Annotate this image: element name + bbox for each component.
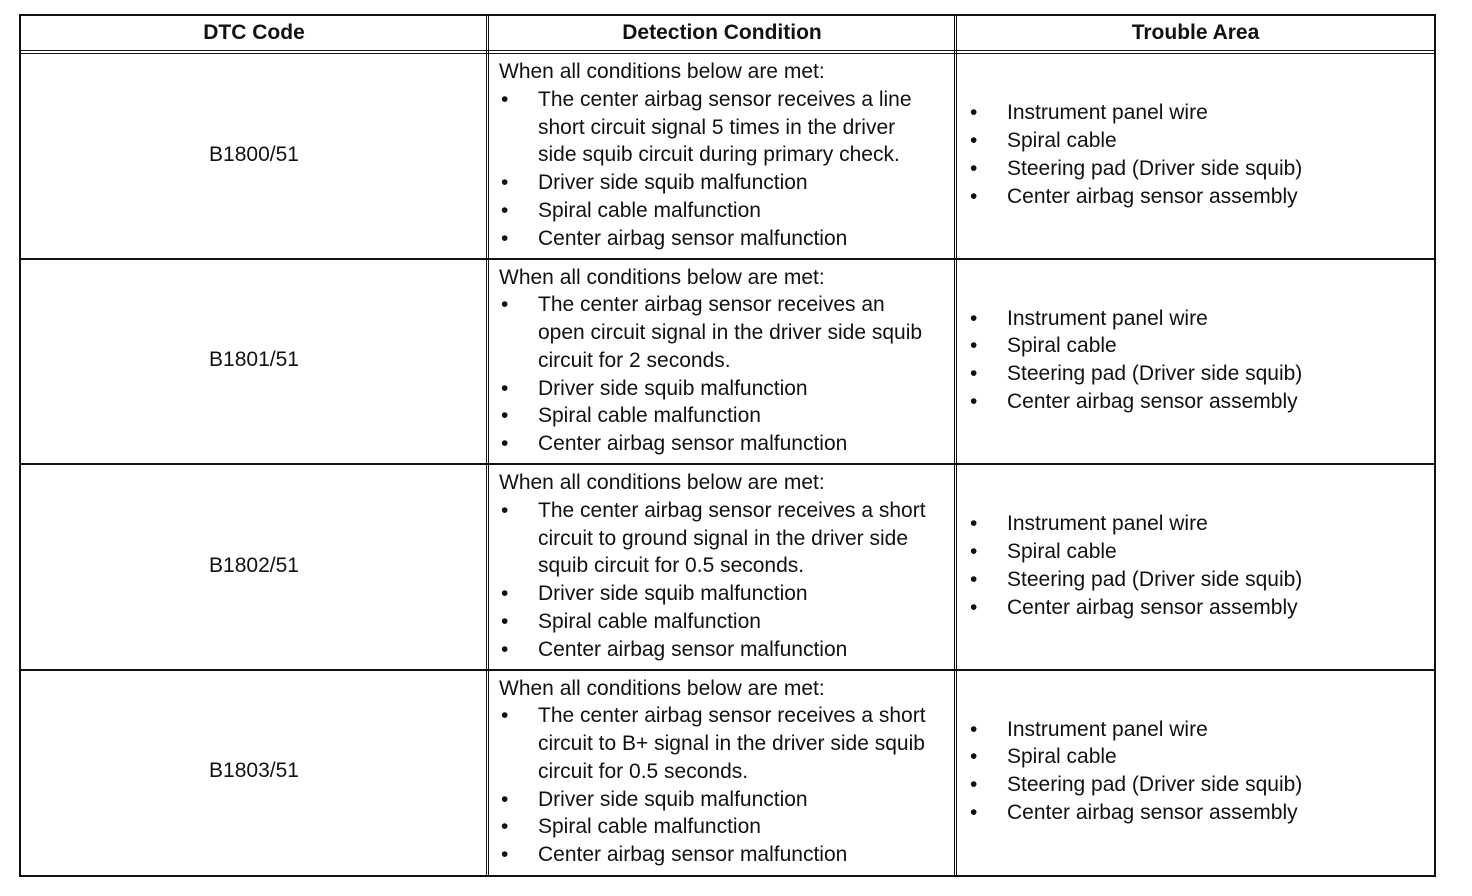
trouble-area-text: Center airbag sensor assembly — [1007, 390, 1298, 414]
table-row — [21, 54, 1434, 260]
condition-text: circuit for 0.5 seconds. — [538, 759, 749, 783]
bullet: • — [501, 293, 509, 317]
bullet: • — [970, 362, 978, 386]
condition-text: side squib circuit during primary check. — [538, 143, 900, 167]
condition-intro: When all conditions below are met: — [499, 60, 825, 83]
trouble-area-text: Center airbag sensor assembly — [1007, 801, 1298, 825]
dtc-table — [19, 14, 1436, 877]
trouble-area-text: Steering pad (Driver side squib) — [1007, 156, 1303, 180]
condition-text: The center airbag sensor receives a short — [538, 704, 926, 728]
trouble-area-item — [966, 332, 1426, 360]
condition-text: The center airbag sensor receives a line — [538, 87, 912, 111]
dtc-code: B1801/51 — [209, 348, 299, 372]
bullet: • — [501, 843, 509, 867]
trouble-area-item — [966, 99, 1426, 127]
trouble-area-text: Steering pad (Driver side squib) — [1007, 773, 1303, 797]
trouble-area-item — [966, 305, 1426, 333]
bullet: • — [970, 595, 978, 619]
table-row — [21, 671, 1434, 877]
trouble-area-item — [966, 183, 1426, 211]
bullet: • — [501, 404, 509, 428]
condition-text: Center airbag sensor malfunction — [538, 432, 848, 456]
condition-text: Driver side squib malfunction — [538, 376, 808, 400]
condition-item — [497, 786, 957, 814]
condition-item — [497, 841, 957, 869]
bullet: • — [501, 198, 509, 222]
trouble-area-item — [966, 743, 1426, 771]
trouble-area-text: Center airbag sensor assembly — [1007, 184, 1298, 208]
bullet: • — [970, 101, 978, 125]
bullet: • — [501, 815, 509, 839]
detection-condition-cell — [497, 469, 957, 664]
table-header-row — [21, 16, 1434, 54]
trouble-area-text: Steering pad (Driver side squib) — [1007, 567, 1303, 591]
condition-item — [497, 225, 957, 253]
header-dtc-code: DTC Code — [203, 21, 305, 44]
detection-condition-cell — [497, 58, 957, 253]
bullet: • — [501, 609, 509, 633]
condition-item — [497, 86, 957, 169]
bullet: • — [501, 432, 509, 456]
trouble-area-text: Spiral cable — [1007, 539, 1117, 563]
bullet: • — [970, 128, 978, 152]
bullet: • — [501, 498, 509, 522]
bullet: • — [970, 184, 978, 208]
condition-text: circuit to B+ signal in the driver side squib — [538, 732, 925, 756]
table-row — [21, 260, 1434, 466]
bullet: • — [501, 582, 509, 606]
header-trouble-area: Trouble Area — [1131, 21, 1260, 44]
bullet: • — [501, 787, 509, 811]
condition-text: Spiral cable malfunction — [538, 609, 761, 633]
condition-text: squib circuit for 0.5 seconds. — [538, 554, 805, 578]
condition-text: Spiral cable malfunction — [538, 404, 761, 428]
condition-item — [497, 608, 957, 636]
table-row — [21, 465, 1434, 671]
condition-text: Driver side squib malfunction — [538, 582, 808, 606]
condition-text: circuit for 2 seconds. — [538, 348, 731, 372]
trouble-area-text: Instrument panel wire — [1007, 101, 1208, 125]
condition-text: Center airbag sensor malfunction — [538, 226, 848, 250]
trouble-area-item — [966, 155, 1426, 183]
trouble-area-cell — [966, 305, 1426, 416]
condition-text: Center airbag sensor malfunction — [538, 637, 848, 661]
trouble-area-item — [966, 360, 1426, 388]
condition-text: The center airbag sensor receives an — [538, 293, 885, 317]
bullet: • — [970, 512, 978, 536]
trouble-area-item — [966, 510, 1426, 538]
trouble-area-text: Spiral cable — [1007, 128, 1117, 152]
trouble-area-item — [966, 716, 1426, 744]
bullet: • — [501, 171, 509, 195]
condition-intro: When all conditions below are met: — [499, 676, 825, 700]
header-detection-condition: Detection Condition — [622, 21, 822, 44]
trouble-area-cell — [966, 99, 1426, 210]
condition-item — [497, 813, 957, 841]
trouble-area-text: Instrument panel wire — [1007, 717, 1208, 741]
trouble-area-text: Center airbag sensor assembly — [1007, 595, 1298, 619]
trouble-area-item — [966, 538, 1426, 566]
trouble-area-item — [966, 594, 1426, 622]
condition-text: Spiral cable malfunction — [538, 198, 761, 222]
condition-text: Driver side squib malfunction — [538, 171, 808, 195]
bullet: • — [970, 390, 978, 414]
trouble-area-cell — [966, 510, 1426, 621]
detection-condition-cell — [497, 264, 957, 459]
condition-text: The center airbag sensor receives a short — [538, 498, 926, 522]
bullet: • — [970, 567, 978, 591]
trouble-area-item — [966, 771, 1426, 799]
condition-item — [497, 291, 957, 374]
condition-item — [497, 430, 957, 458]
condition-item — [497, 636, 957, 664]
bullet: • — [970, 801, 978, 825]
trouble-area-item — [966, 388, 1426, 416]
condition-intro: When all conditions below are met: — [499, 471, 825, 494]
trouble-area-text: Spiral cable — [1007, 334, 1117, 358]
detection-condition-cell — [497, 675, 957, 870]
trouble-area-text: Instrument panel wire — [1007, 306, 1208, 330]
bullet: • — [970, 773, 978, 797]
trouble-area-cell — [966, 716, 1426, 827]
condition-item — [497, 169, 957, 197]
bullet: • — [970, 156, 978, 180]
bullet: • — [970, 717, 978, 741]
trouble-area-item — [966, 799, 1426, 827]
bullet: • — [501, 87, 509, 111]
bullet: • — [970, 306, 978, 330]
condition-text: Driver side squib malfunction — [538, 787, 808, 811]
dtc-code: B1803/51 — [209, 759, 299, 783]
condition-item — [497, 375, 957, 403]
condition-item — [497, 580, 957, 608]
condition-text: Spiral cable malfunction — [538, 815, 761, 839]
bullet: • — [501, 704, 509, 728]
condition-item — [497, 497, 957, 580]
condition-item — [497, 702, 957, 785]
trouble-area-item — [966, 127, 1426, 155]
trouble-area-text: Steering pad (Driver side squib) — [1007, 362, 1303, 386]
dtc-code: B1800/51 — [209, 142, 299, 166]
trouble-area-item — [966, 566, 1426, 594]
bullet: • — [970, 334, 978, 358]
condition-text: open circuit signal in the driver side squib — [538, 321, 923, 345]
trouble-area-text: Spiral cable — [1007, 745, 1117, 769]
bullet: • — [970, 745, 978, 769]
bullet: • — [501, 226, 509, 250]
bullet: • — [970, 539, 978, 563]
condition-text: short circuit signal 5 times in the driver — [538, 115, 896, 139]
condition-text: Center airbag sensor malfunction — [538, 843, 848, 867]
trouble-area-text: Instrument panel wire — [1007, 512, 1208, 536]
condition-text: circuit to ground signal in the driver side — [538, 526, 909, 550]
bullet: • — [501, 637, 509, 661]
dtc-code: B1802/51 — [209, 553, 299, 577]
bullet: • — [501, 376, 509, 400]
condition-intro: When all conditions below are met: — [499, 265, 825, 289]
condition-item — [497, 197, 957, 225]
condition-item — [497, 402, 957, 430]
